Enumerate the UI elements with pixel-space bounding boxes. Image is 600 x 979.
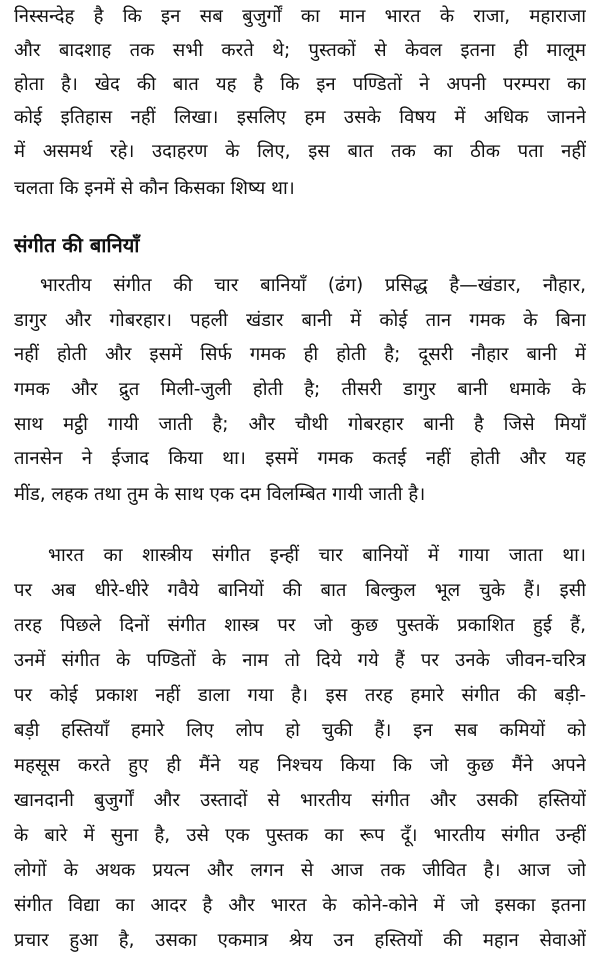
paragraph-3-line-5: पर कोई प्रकाश नहीं डाला गया है। इस तरह हमारे संगीत की बड़ी- xyxy=(14,685,586,706)
paragraph-2-line-3: नहीं होती और इसमें सिर्फ गमक ही होती है; दूसरी नौहार बानी में xyxy=(14,344,586,365)
paragraph-2-line-7: मींड, लहक तथा तुम के साथ एक दम विलम्बित गायी जाती है। xyxy=(14,484,426,505)
paragraph-2-line-5: साथ मट्ठी गायी जाती है; और चौथी गोबरहार बानी है जिसे मियाँ xyxy=(14,414,586,435)
paragraph-3-line-8: खानदानी बुजुर्गों और उस्तादों से भारतीय संगीत और उसकी हस्तियों xyxy=(14,790,586,811)
paragraph-3-line-10: लोगों के अथक प्रयत्न और लगन से आज तक जीवित है। आज जो xyxy=(14,860,586,881)
paragraph-3-line-11: संगीत विद्या का आदर है और भारत के कोने-कोने में जो इसका इतना xyxy=(14,895,586,916)
paragraph-3-line-4: उनमें संगीत के पण्डितों के नाम तो दिये गये हैं पर उनके जीवन-चरित्र xyxy=(14,650,586,671)
paragraph-1-line-1: निस्सन्देह है कि इन सब बुजुर्गों का मान भारत के राजा, महाराजा xyxy=(14,6,586,27)
paragraph-2-line-6: तानसेन ने ईजाद किया था। इसमें गमक कतई नहीं होती और यह xyxy=(14,448,586,469)
paragraph-3-line-9: के बारे में सुना है, उसे एक पुस्तक का रूप दूँ। भारतीय संगीत उन्हीं xyxy=(14,825,586,846)
paragraph-2-line-2: डागुर और गोबरहार। पहली खंडार बानी में कोई तान गमक के बिना xyxy=(14,310,586,331)
paragraph-1-line-5: में असमर्थ रहे। उदाहरण के लिए, इस बात तक का ठीक पता नहीं xyxy=(14,141,586,162)
paragraph-1-line-3: होता है। खेद की बात यह है कि इन पण्डितों ने अपनी परम्परा का xyxy=(14,74,586,95)
paragraph-3-line-3: तरह पिछले दिनों संगीत शास्त्र पर जो कुछ पुस्तकें प्रकाशित हुई हैं, xyxy=(14,615,586,636)
paragraph-1-line-6: चलता कि इनमें से कौन किसका शिष्य था। xyxy=(14,178,295,199)
paragraph-1-line-2: और बादशाह तक सभी करते थे; पुस्तकों से केवल इतना ही मालूम xyxy=(14,40,586,61)
section-heading: संगीत की बानियाँ xyxy=(14,233,140,257)
paragraph-3-line-6: बड़ी हस्तियाँ हमारे लिए लोप हो चुकी हैं। इन सब कमियों को xyxy=(14,720,586,741)
paragraph-2-line-4: गमक और द्रुत मिली-जुली होती है; तीसरी डागुर बानी धमाके के xyxy=(14,379,586,400)
paragraph-3-line-1: भारत का शास्त्रीय संगीत इन्हीं चार बानियों में गाया जाता था। xyxy=(48,545,586,566)
paragraph-1-line-4: कोई इतिहास नहीं लिखा। इसलिए हम उसके विषय में अधिक जानने xyxy=(14,107,586,128)
paragraph-2-line-1: भारतीय संगीत की चार बानियाँ (ढंग) प्रसिद्ध है—खंडार, नौहार, xyxy=(40,275,586,296)
paragraph-3-line-7: महसूस करते हुए ही मैंने यह निश्चय किया कि जो कुछ मैंने अपने xyxy=(14,755,586,776)
paragraph-3-line-12: प्रचार हुआ है, उसका एकमात्र श्रेय उन हस्तियों की महान सेवाओं xyxy=(14,930,586,951)
paragraph-3-line-2: पर अब धीरे-धीरे गवैये बानियों की बात बिल्कुल भूल चुके हैं। इसी xyxy=(14,580,586,601)
